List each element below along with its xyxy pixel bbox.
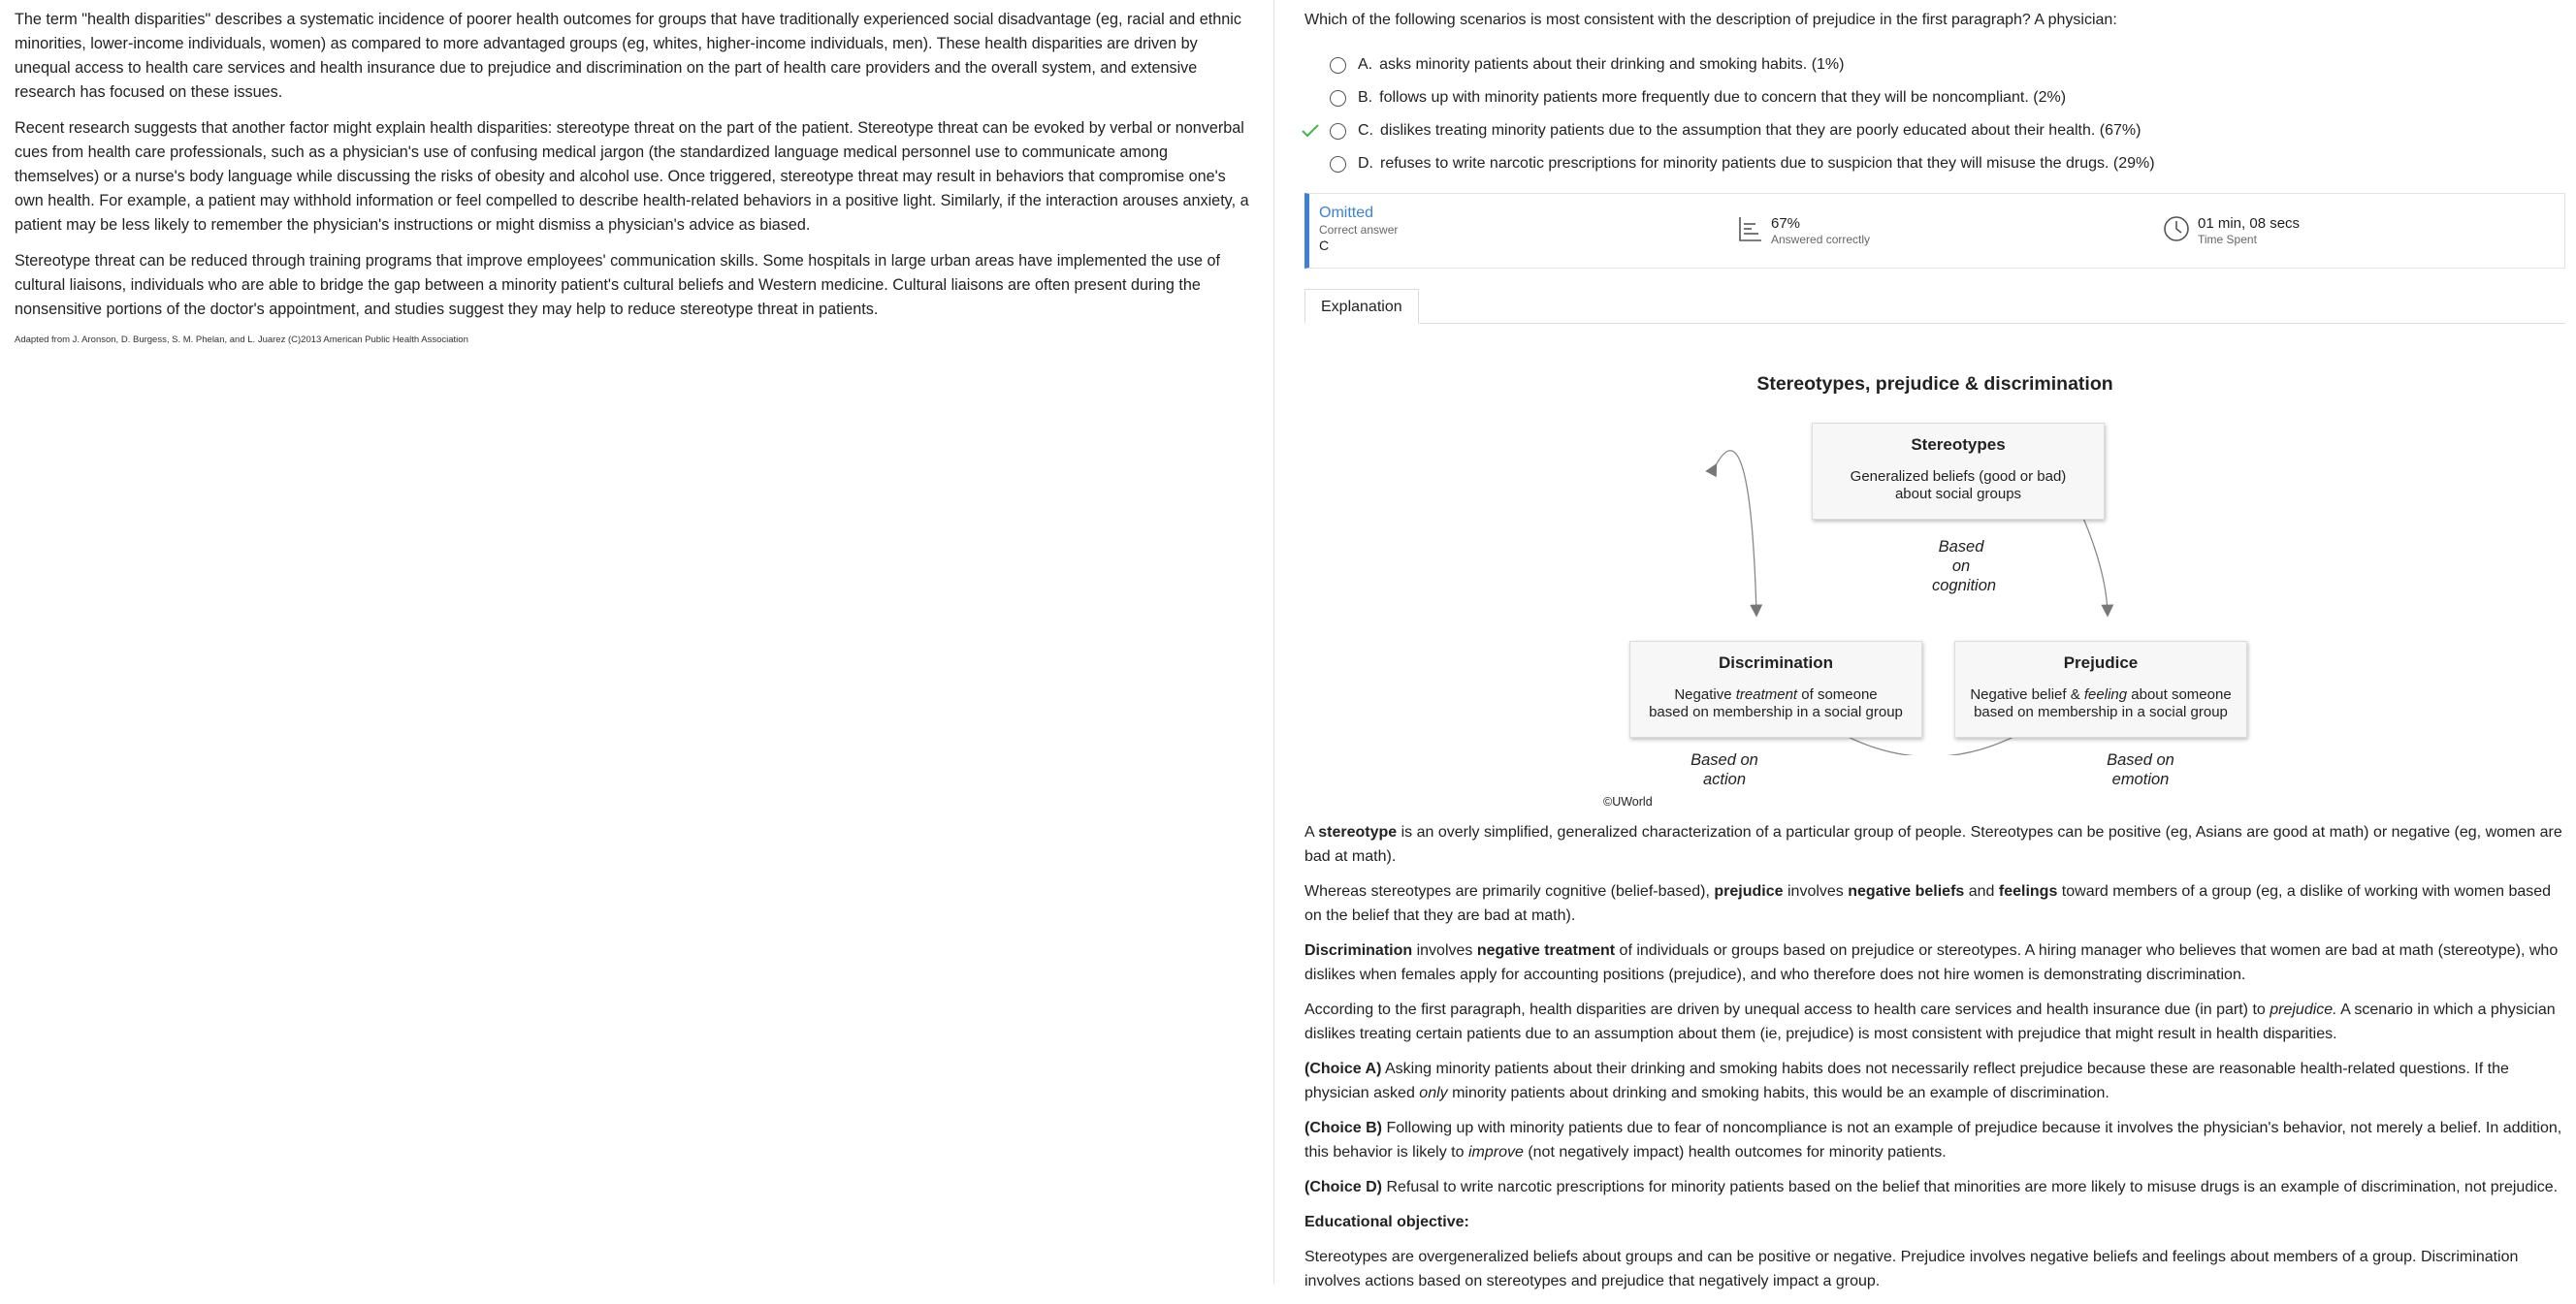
radio-button[interactable] xyxy=(1330,90,1346,107)
passage-pane xyxy=(0,0,1274,1285)
answer-choice-a[interactable] xyxy=(1304,48,2565,81)
time-label: Time Spent xyxy=(2198,233,2257,246)
checkmark-icon xyxy=(1301,121,1320,141)
box-description: Negative belief & feeling about someone based on membership in a social group xyxy=(1970,686,2232,720)
stats-panel xyxy=(1304,193,2565,269)
discrimination-box xyxy=(1629,641,1922,738)
choice-text: refuses to write narcotic prescriptions for minority patients due to suspicion that they will misuse the drugs. (29%) xyxy=(1380,155,2155,172)
question-stem: Which of the following scenarios is most consistent with the description of prejudice in the first paragraph? A physician: xyxy=(1304,12,2117,28)
objective-text: Stereotypes are overgeneralized beliefs about groups and can be positive or negative. Prejudice involves negative beliefs and feelings about members of a group. Discrimination involves actions based on stereotypes and prejudice that negatively impact a group. xyxy=(1304,1249,2519,1289)
answer-choice-b[interactable] xyxy=(1304,81,2565,114)
passage-paragraph: Recent research suggests that another factor might explain health disparities: stereotype threat on the part of the patient. Stereotype threat can be evoked by verbal or nonverbal cues from health care professionals, such as a physician's use of confusing medical jargon (the standardized language medical personnel use to communicate among themselves) or a nurse's body language while discussing the risks of obesity and alcohol use. Once triggered, stereotype threat may result in behaviors that compromise one's own health. For example, a patient may withhold information or feel compelled to describe health-related behaviors in a positive light. Similarly, if the interaction arouses anxiety, a patient may be less likely to remember the physician's instructions or might dismiss a physician's advice as biased. xyxy=(15,119,1249,234)
box-title: Stereotypes xyxy=(1911,435,2006,454)
basis-label-action: Based on action xyxy=(1690,751,1758,788)
box-description: Generalized beliefs (good or bad) about social groups xyxy=(1850,468,2067,502)
choice-b-explanation: (Choice B) Following up with minority patients due to fear of noncompliance is not an example of prejudice because it involves the physician's behavior, not merely a belief. In addition, this behavior is likely to improve (not negatively impact) health outcomes for minority patients. xyxy=(1304,1120,2562,1161)
answer-choice-c[interactable] xyxy=(1304,114,2565,147)
clock-icon xyxy=(2163,215,2190,242)
tab-bar xyxy=(1304,288,2565,324)
radio-button[interactable] xyxy=(1330,123,1346,140)
choice-a-explanation: (Choice A) Asking minority patients about their drinking and smoking habits does not necessarily reflect prejudice because these are reasonable health-related questions. If the physician asked only minority patients about drinking and smoking habits, this would be an example of discrimination. xyxy=(1304,1061,2509,1101)
answer-choice-d[interactable] xyxy=(1304,147,2565,180)
status-label: Omitted xyxy=(1319,205,1374,221)
box-title: Discrimination xyxy=(1718,653,1834,672)
choice-letter: C. xyxy=(1358,122,1373,139)
tab-explanation[interactable]: Explanation xyxy=(1304,289,1419,324)
percent-label: Answered correctly xyxy=(1771,233,1871,246)
passage-paragraph: Stereotype threat can be reduced through training programs that improve employees' communication skills. Some hospitals in large urban areas have implemented the use of cultural liaisons, individuals who are able to bridge the gap between a minority patient's cultural beliefs and Western medicine. Cultural liaisons are often present during the nonsensitive portions of the doctor's appointment, and studies suggest they may help to reduce stereotype threat in patients. xyxy=(15,252,1221,318)
diagram-title: Stereotypes, prejudice & discrimination xyxy=(1756,373,2113,395)
passage-paragraph: The term "health disparities" describes a systematic incidence of poorer health outcomes for groups that have traditionally experienced social disadvantage (eg, racial and ethnic minorities, lower-income individuals, women) as compared to more advantaged groups (eg, whites, higher-income individuals, men). These health disparities are driven by unequal access to health care services and health insurance due to prejudice and discrimination on the part of health care providers and the overall system, and extensive research has focused on these issues. xyxy=(15,11,1241,101)
prejudice-box xyxy=(1954,641,2247,738)
explanation-paragraph: Discrimination involves negative treatment of individuals or groups based on prejudice or stereotypes. A hiring manager who believes that women are bad at math (stereotype), who dislikes when females apply for accounting positions (prejudice), and who therefore does not hire women is demonstrating discrimination. xyxy=(1304,942,2559,983)
correct-answer-label: Correct answer xyxy=(1319,223,1399,237)
time-value: 01 min, 08 secs xyxy=(2198,215,2301,232)
explanation-paragraph: According to the first paragraph, health disparities are driven by unequal access to health care services and health insurance due (in part) to prejudice. A scenario in which a physician dislikes treating certain patients due to an assumption about them (ie, prejudice) is most consistent with prejudice that might result in health disparities. xyxy=(1304,1002,2556,1042)
box-description: Negative treatment of someone based on membership in a social group xyxy=(1649,686,1903,720)
explanation-paragraph: A stereotype is an overly simplified, generalized characterization of a particular group of people. Stereotypes can be positive (eg, Asians are good at math) or negative (eg, women are bad at math). xyxy=(1304,824,2562,865)
choice-letter: B. xyxy=(1358,89,1373,106)
choice-text: asks minority patients about their drinking and smoking habits. (1%) xyxy=(1379,56,1845,73)
concept-diagram xyxy=(1304,324,2565,788)
diagram-credit: ©UWorld xyxy=(1603,795,1653,809)
radio-button[interactable] xyxy=(1330,156,1346,173)
radio-button[interactable] xyxy=(1330,57,1346,74)
box-title: Prejudice xyxy=(2063,653,2139,672)
answer-choices xyxy=(1304,48,2565,180)
basis-label-cognition: Based on cognition xyxy=(1932,538,1997,594)
bar-chart-icon xyxy=(1738,215,1763,242)
choice-letter: A. xyxy=(1358,56,1373,73)
question-pane xyxy=(1304,0,2565,1289)
explanation-paragraph: Whereas stereotypes are primarily cognitive (belief-based), prejudice involves negative beliefs and feelings toward members of a group (eg, a dislike of working with women based on the belief that they are bad at math). xyxy=(1304,883,2552,924)
explanation-text xyxy=(1304,820,2565,1304)
choice-letter: D. xyxy=(1358,155,1373,172)
arrow-stereotypes-discrimination xyxy=(1716,451,1756,615)
passage-source: Adapted from J. Aronson, D. Burgess, S. M. Phelan, and L. Juarez (C)2013 American Public Health Association xyxy=(15,334,468,345)
correct-answer-value: C xyxy=(1319,238,1330,253)
choice-text: dislikes treating minority patients due to the assumption that they are poorly educated about their health. (67%) xyxy=(1380,122,2141,139)
time-spent xyxy=(2163,215,2300,246)
objective-title: Educational objective: xyxy=(1304,1214,1469,1230)
stereotypes-box xyxy=(1812,423,2105,520)
choice-d-explanation: (Choice D) Refusal to write narcotic prescriptions for minority patients based on the belief that minorities are more likely to misuse drugs is an example of discrimination, not prejudice. xyxy=(1304,1179,2559,1195)
choice-text: follows up with minority patients more frequently due to concern that they will be noncompliant. (2%) xyxy=(1379,89,2067,106)
percent-correct xyxy=(1738,215,1870,246)
basis-label-emotion: Based on emotion xyxy=(2107,751,2174,788)
answer-status xyxy=(1319,204,1398,254)
percent-value: 67% xyxy=(1771,215,1801,232)
